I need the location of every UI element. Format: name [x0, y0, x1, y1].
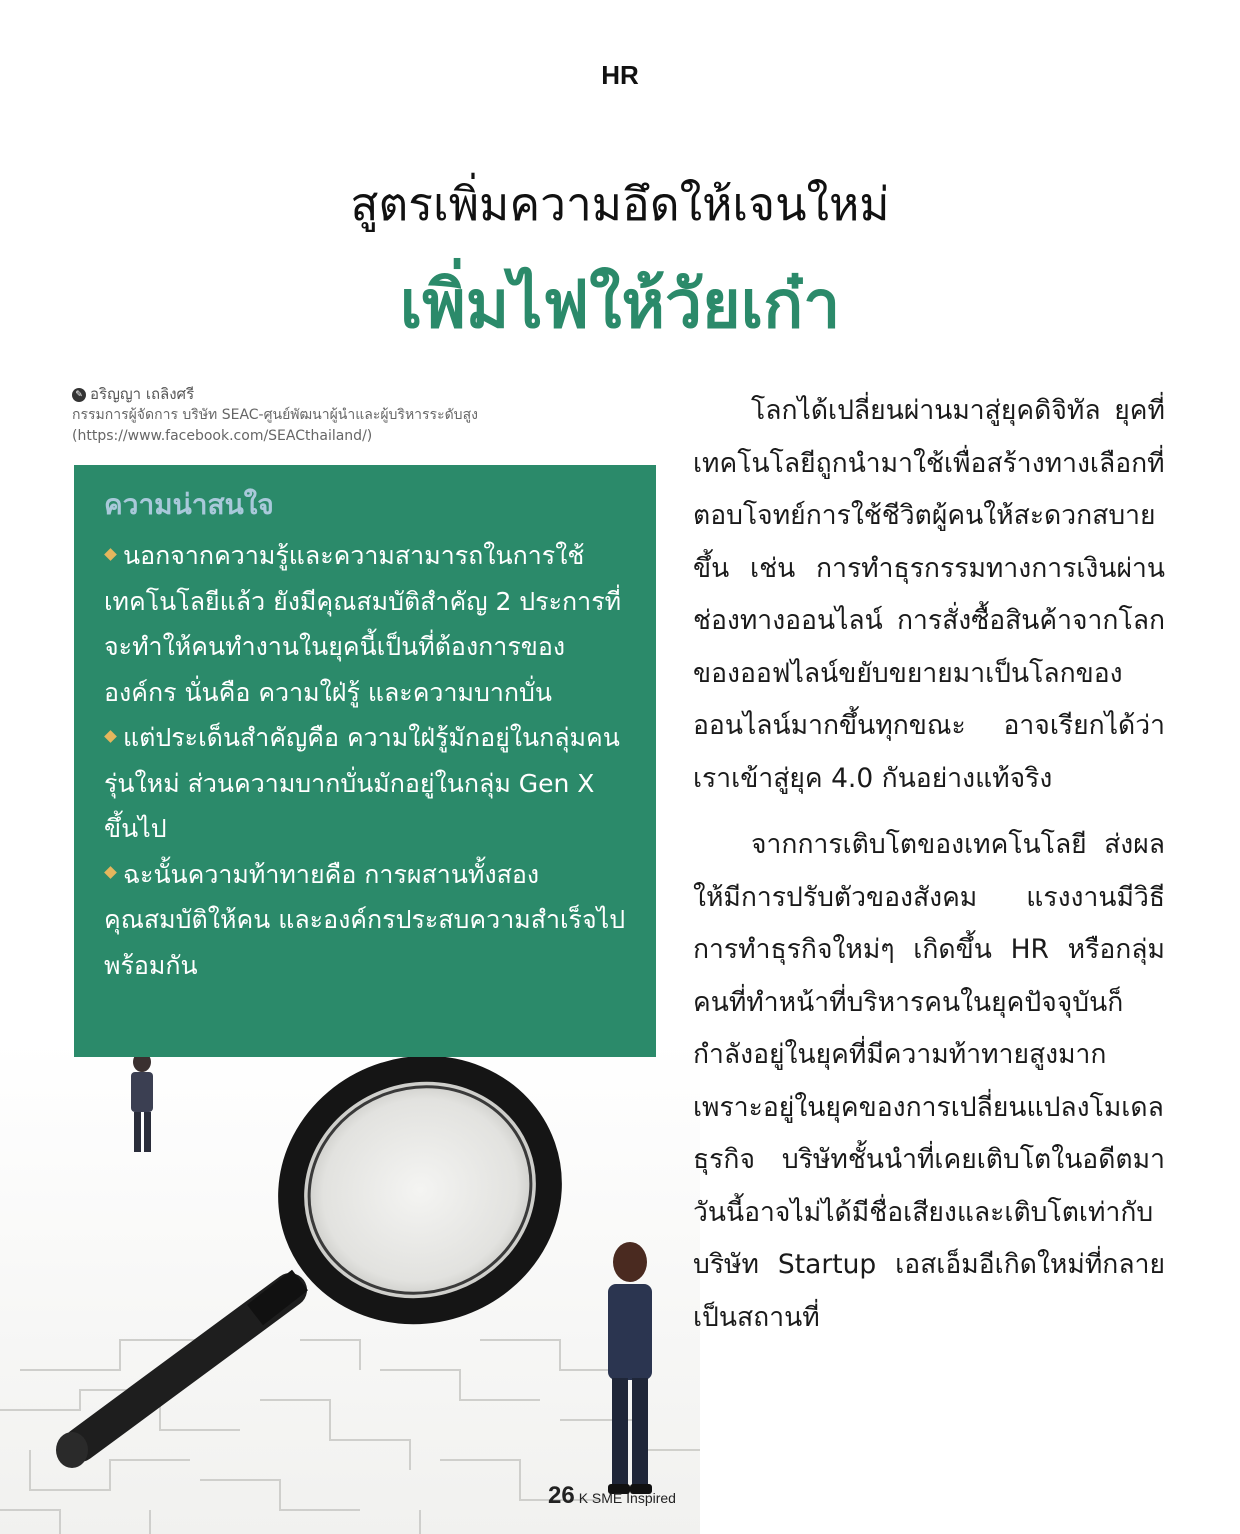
- magazine-name: K SME Inspired: [578, 1490, 676, 1506]
- body-paragraph: โลกได้เปลี่ยนผ่านมาสู่ยุคดิจิทัล ยุคที่เทคโนโลยีถูกนำมาใช้เพื่อสร้างทางเลือกที่ตอบโจทย์การใช้ชีวิตผู้คนให้สะดวกสบายขึ้น เช่น การทำธุรกรรมทางการเงินผ่านช่องทางออนไลน์ การสั่งซื้อสินค้าจากโลกของออฟไลน์ขยับขยายมาเป็นโลกของออนไลน์มากขึ้นทุกขณะ อาจเรียกได้ว่าเราเข้าสู่ยุค 4.0 กันอย่างแท้จริง: [693, 395, 1165, 794]
- author-position: กรรมการผู้จัดการ บริษัท SEAC-ศูนย์พัฒนาผู้นำและผู้บริหารระดับสูง: [72, 407, 478, 423]
- diamond-bullet-icon: [104, 548, 117, 561]
- diamond-bullet-icon: [104, 730, 117, 743]
- author-name: อริญญา เถลิงศรี: [90, 385, 195, 403]
- author-url: (https://www.facebook.com/SEACthailand/): [72, 428, 373, 444]
- author-row: [72, 384, 652, 405]
- article-title-line-2: เพิ่มไฟให้วัยเก๋า: [399, 266, 841, 343]
- pen-icon: ✎: [72, 388, 86, 402]
- highlight-item: นอกจากความรู้และความสามารถในการใช้เทคโนโลยีแล้ว ยังมีคุณสมบัติสำคัญ 2 ประการที่จะทำให้คนทำงานในยุคนี้เป็นที่ต้องการขององค์กร นั่นคือ ความใฝ่รู้ และความบากบั่น: [104, 541, 622, 707]
- page-number: 26: [548, 1482, 575, 1509]
- diamond-bullet-icon: [104, 866, 117, 879]
- article-body: [693, 385, 1165, 1358]
- highlight-item: แต่ประเด็นสำคัญคือ ความใฝ่รู้มักอยู่ในกลุ่มคนรุ่นใหม่ ส่วนความบากบั่นมักอยู่ในกลุ่ม Gen X ขึ้นไป: [104, 723, 620, 843]
- body-paragraph: จากการเติบโตของเทคโนโลยี ส่งผลให้มีการปรับตัวของสังคม แรงงานมีวิธีการทำธุรกิจใหม่ๆ เกิดขึ้น HR หรือกลุ่มคนที่ทำหน้าที่บริหารคนในยุคปัจจุบันก็กำลังอยู่ในยุคที่มีความท้าทายสูงมาก เพราะอยู่ในยุคของการเปลี่ยนแปลงโมเดลธุรกิจ บริษัทชั้นนำที่เคยเติบโตในอดีตมาวันนี้อาจไม่ได้มีชื่อเสียงและเติบโตเท่ากับบริษัท Startup เอสเอ็มอีเกิดใหม่ที่กลายเป็นสถานที่: [693, 829, 1165, 1333]
- byline: [72, 384, 652, 447]
- article-title-line-1: สูตรเพิ่มความอึดให้เจนใหม่: [350, 177, 890, 231]
- section-label: HR: [601, 60, 639, 90]
- highlight-title: ความน่าสนใจ: [104, 488, 274, 521]
- magnifying-glass-photo: [0, 1040, 700, 1534]
- page-footer: [548, 1482, 676, 1510]
- highlight-item: ฉะนั้นความท้าทายคือ การผสานทั้งสองคุณสมบัติให้คน และองค์กรประสบความสำเร็จไปพร้อมกัน: [104, 859, 626, 980]
- highlight-box: [74, 465, 656, 1057]
